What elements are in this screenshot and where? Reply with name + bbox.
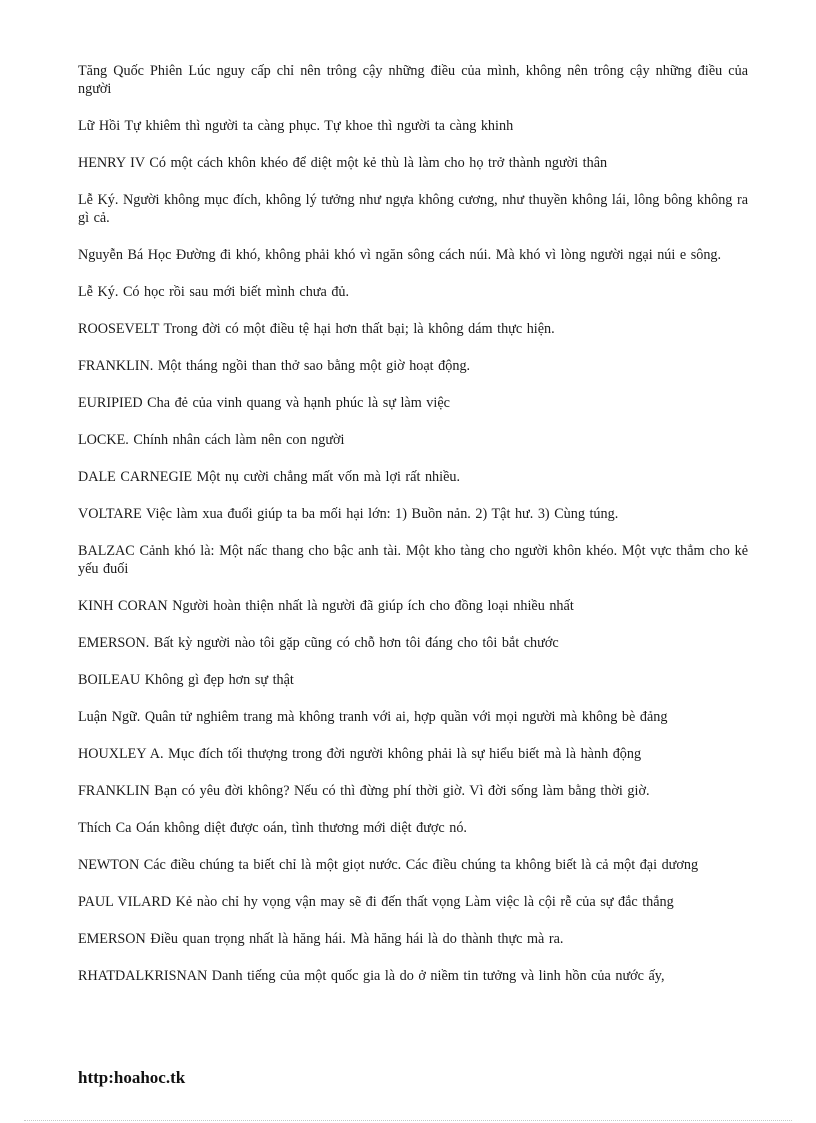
quote-paragraph: EMERSON Điều quan trọng nhất là hăng hái. Mà hăng hái là do thành thực mà ra. — [78, 931, 564, 947]
quote-paragraph: Tăng Quốc Phiên Lúc nguy cấp chỉ nên trông cậy những điều của mình, không nên trông cậy những điều của người — [78, 63, 748, 97]
quote-paragraph: HOUXLEY A. Mục đích tối thượng trong đời người không phải là sự hiểu biết mà là hành động — [78, 746, 642, 762]
quote-paragraph: VOLTARE Việc làm xua đuổi giúp ta ba mối hại lớn: 1) Buồn nản. 2) Tật hư. 3) Cùng túng. — [78, 506, 619, 522]
quote-paragraph: FRANKLIN Bạn có yêu đời không? Nếu có thì đừng phí thời giờ. Vì đời sống làm bằng thời giờ. — [78, 783, 650, 799]
quote-paragraph: RHATDALKRISNAN Danh tiếng của một quốc gia là do ở niềm tin tưởng và linh hồn của nước ấy, — [78, 968, 665, 984]
quote-paragraph: FRANKLIN. Một tháng ngồi than thở sao bằng một giờ hoạt động. — [78, 358, 471, 374]
quote-paragraph: KINH CORAN Người hoàn thiện nhất là người đã giúp ích cho đồng loại nhiều nhất — [78, 598, 574, 614]
footer-link[interactable]: http:hoahoc.tk — [78, 1068, 186, 1087]
footer-divider — [24, 1120, 792, 1121]
quote-paragraph: EURIPIED Cha đẻ của vinh quang và hạnh phúc là sự làm việc — [78, 395, 450, 411]
quote-paragraph: Lễ Ký. Người không mục đích, không lý tưởng như ngựa không cương, như thuyền không lái, lông bông không ra gì cả. — [78, 192, 748, 226]
quote-paragraph: NEWTON Các điều chúng ta biết chỉ là một giọt nước. Các điều chúng ta không biết là cả một đại dương — [78, 857, 699, 873]
quote-paragraph: DALE CARNEGIE Một nụ cười chẳng mất vốn mà lợi rất nhiều. — [78, 469, 461, 485]
quote-paragraph: PAUL VILARD Kẻ nào chỉ hy vọng vận may sẽ đi đến thất vọng Làm việc là cội rễ của sự đắc thắng — [78, 894, 674, 910]
quote-paragraph: ROOSEVELT Trong đời có một điều tệ hại hơn thất bại; là không dám thực hiện. — [78, 321, 555, 337]
quote-paragraph: Lữ Hồi Tự khiêm thì người ta càng phục. Tự khoe thì người ta càng khinh — [78, 118, 514, 134]
quote-paragraph: HENRY IV Có một cách khôn khéo để diệt một kẻ thù là làm cho họ trở thành người thân — [78, 155, 608, 171]
quote-paragraph: Lễ Ký. Có học rồi sau mới biết mình chưa đủ. — [78, 284, 350, 300]
quote-paragraph: Thích Ca Oán không diệt được oán, tình thương mới diệt được nó. — [78, 820, 467, 836]
quote-paragraph: LOCKE. Chính nhân cách làm nên con người — [78, 432, 345, 448]
quote-paragraph: EMERSON. Bất kỳ người nào tôi gặp cũng có chỗ hơn tôi đáng cho tôi bắt chước — [78, 635, 559, 651]
quote-paragraph: BOILEAU Không gì đẹp hơn sự thật — [78, 672, 294, 688]
quote-paragraph: Luận Ngữ. Quân tử nghiêm trang mà không tranh với ai, hợp quần với mọi người mà không bè đảng — [78, 709, 668, 725]
quote-list — [78, 62, 748, 1004]
quote-paragraph: BALZAC Cảnh khó là: Một nấc thang cho bậc anh tài. Một kho tàng cho người khôn khéo. Một vực thẳm cho kẻ yếu đuối — [78, 543, 748, 577]
quote-paragraph: Nguyễn Bá Học Đường đi khó, không phải khó vì ngăn sông cách núi. Mà khó vì lòng người ngại núi e sông. — [78, 247, 722, 263]
